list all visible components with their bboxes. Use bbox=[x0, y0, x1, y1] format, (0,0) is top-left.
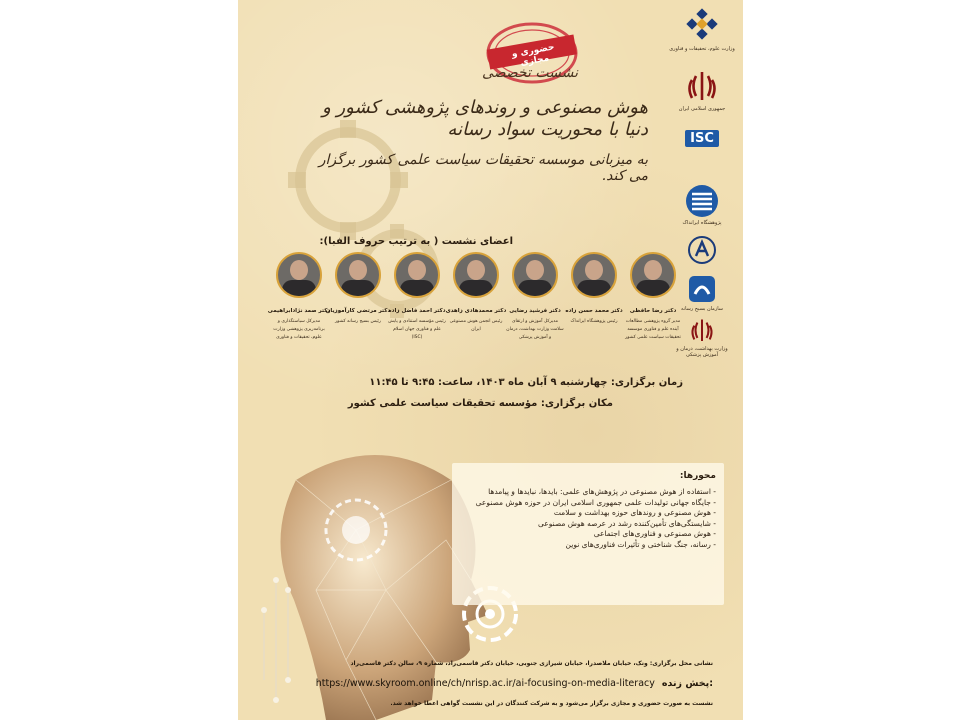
member-role: رئیس مؤسسه استنادی و پایش علم و فناوری جهان اسلام (ISC) bbox=[388, 319, 446, 340]
irandoc-icon bbox=[685, 184, 719, 218]
ministry-science-emblem-icon bbox=[682, 8, 722, 44]
live-stream-label: پخش زنده: bbox=[661, 678, 713, 689]
event-title: هوش مصنوعی و روندهای پژوهشی کشور و دنیا با محوریت سواد رسانه bbox=[322, 97, 648, 140]
member-card bbox=[325, 252, 391, 326]
event-place: مکان برگزاری: مؤسسه تحقیقات سیاست علمی کشور bbox=[347, 398, 613, 409]
member-photo bbox=[512, 252, 558, 298]
topic-item: - هوش مصنوعی و روندهای حوزه بهداشت و سلامت bbox=[553, 508, 716, 517]
member-name: دکتر رضا حافظی bbox=[629, 308, 677, 314]
sponsor-logo-isc bbox=[669, 130, 735, 147]
member-card bbox=[387, 252, 447, 342]
member-role: رئیس پژوهشگاه ایرانداک bbox=[570, 319, 618, 324]
stamp-label: حضوری و مجازی bbox=[511, 42, 556, 69]
member-photo bbox=[571, 252, 617, 298]
members-heading: اعضای نشست ( به ترتیب حروف الفبا): bbox=[319, 236, 513, 247]
member-card bbox=[269, 252, 329, 342]
member-role: مدیر گروه پژوهشی مطالعات آینده علم و فناوری موسسه تحقیقات سیاست علمی کشور bbox=[625, 319, 681, 340]
topic-item: - استفاده از هوش مصنوعی در پژوهش‌های علمی: بایدها، نبایدها و پیامدها bbox=[488, 487, 716, 496]
ai-society-icon bbox=[688, 236, 716, 264]
member-card bbox=[505, 252, 565, 342]
live-stream-url[interactable]: https://www.skyroom.online/ch/nrisp.ac.ir/ai-focusing-on-media-literacy bbox=[315, 678, 655, 689]
member-name: دکتر فرشید رضایی bbox=[509, 308, 561, 314]
sponsor-caption: وزارت علوم، تحقیقات و فناوری bbox=[669, 46, 735, 52]
event-poster bbox=[238, 0, 743, 720]
member-card bbox=[564, 252, 624, 326]
topics-panel bbox=[452, 463, 724, 605]
topic-item: - جایگاه جهانی تولیدات علمی جمهوری اسلامی ایران در حوزه هوش مصنوعی bbox=[475, 497, 716, 507]
member-role: مدیرکل سیاستگذاری و برنامه‌ریزی پژوهشی وزارت علوم، تحقیقات و فناوری bbox=[273, 319, 325, 340]
sponsor-logo-iran-emblem bbox=[669, 70, 735, 112]
live-stream bbox=[316, 678, 713, 689]
member-name: دکتر صمد نژادابراهیمی bbox=[267, 308, 331, 314]
topic-item: - هوش مصنوعی و فناوری‌های اجتماعی bbox=[593, 529, 716, 538]
topic-item: - رسانه، جنگ شناختی و تأثیرات فناوری‌های نوین bbox=[565, 539, 716, 549]
series-label: نشست تخصصی bbox=[482, 65, 578, 81]
sponsor-caption: وزارت بهداشت، درمان و آموزش پزشکی bbox=[676, 346, 728, 358]
iran-emblem-icon bbox=[687, 70, 717, 104]
members-row bbox=[268, 252, 683, 362]
member-card bbox=[623, 252, 683, 342]
member-role: رئیس بسیج رسانه کشور bbox=[335, 319, 381, 324]
basij-media-icon bbox=[687, 274, 717, 304]
sponsor-caption: سازمان بسیج رسانه bbox=[681, 306, 723, 312]
venue-address: نشانی محل برگزاری: ونک، خیابان ملاصدرا، خیابان شیرازی جنوبی، خیابان دکتر قاسمی‌راد، شماره ۹، سالن دکتر قاسمی‌راد bbox=[350, 660, 713, 667]
member-card bbox=[446, 252, 506, 334]
member-photo bbox=[630, 252, 676, 298]
iran-emblem-health-icon bbox=[689, 318, 715, 344]
member-role: رئیس انجمن هوش مصنوعی ایران bbox=[449, 319, 503, 332]
member-name: دکتر احمد فاضل زاده bbox=[388, 308, 446, 314]
member-photo bbox=[394, 252, 440, 298]
member-name: دکتر محمدهادی زاهدی bbox=[445, 308, 507, 314]
member-photo bbox=[276, 252, 322, 298]
member-name: دکتر محمد حسن زاده bbox=[565, 308, 623, 314]
member-photo bbox=[335, 252, 381, 298]
topics-list bbox=[458, 487, 716, 550]
sponsor-caption: پژوهشگاه ایرانداک bbox=[682, 220, 722, 226]
host-line: به میزبانی موسسه تحقیقات سیاست علمی کشور برگزار می کند. bbox=[318, 152, 648, 184]
member-photo bbox=[453, 252, 499, 298]
topics-heading: محورها: bbox=[679, 471, 716, 481]
member-name: دکتر مرتضی کارآموزیان bbox=[325, 308, 391, 314]
sponsor-logo-irandoc bbox=[669, 184, 735, 226]
member-role: مدیرکل آموزش و ارتقای سلامت وزارت بهداشت، درمان و آموزش پزشکی bbox=[506, 319, 564, 340]
sponsor-logo-ministry-science bbox=[669, 8, 735, 52]
event-time: زمان برگزاری: چهارشنبه ۹ آبان ماه ۱۴۰۳، ساعت: ۹:۴۵ تا ۱۱:۴۵ bbox=[369, 377, 683, 388]
isc-icon: ISC bbox=[685, 130, 719, 147]
topic-item: - شایستگی‌های تأمین‌کننده رشد در عرصه هوش مصنوعی bbox=[537, 518, 716, 528]
sponsor-caption: جمهوری اسلامی ایران bbox=[678, 106, 726, 112]
certificate-note: نشست به صورت حضوری و مجازی برگزار می‌شود و به شرکت کنندگان در این نشست گواهی اعطا خواهد شد. bbox=[390, 700, 713, 707]
